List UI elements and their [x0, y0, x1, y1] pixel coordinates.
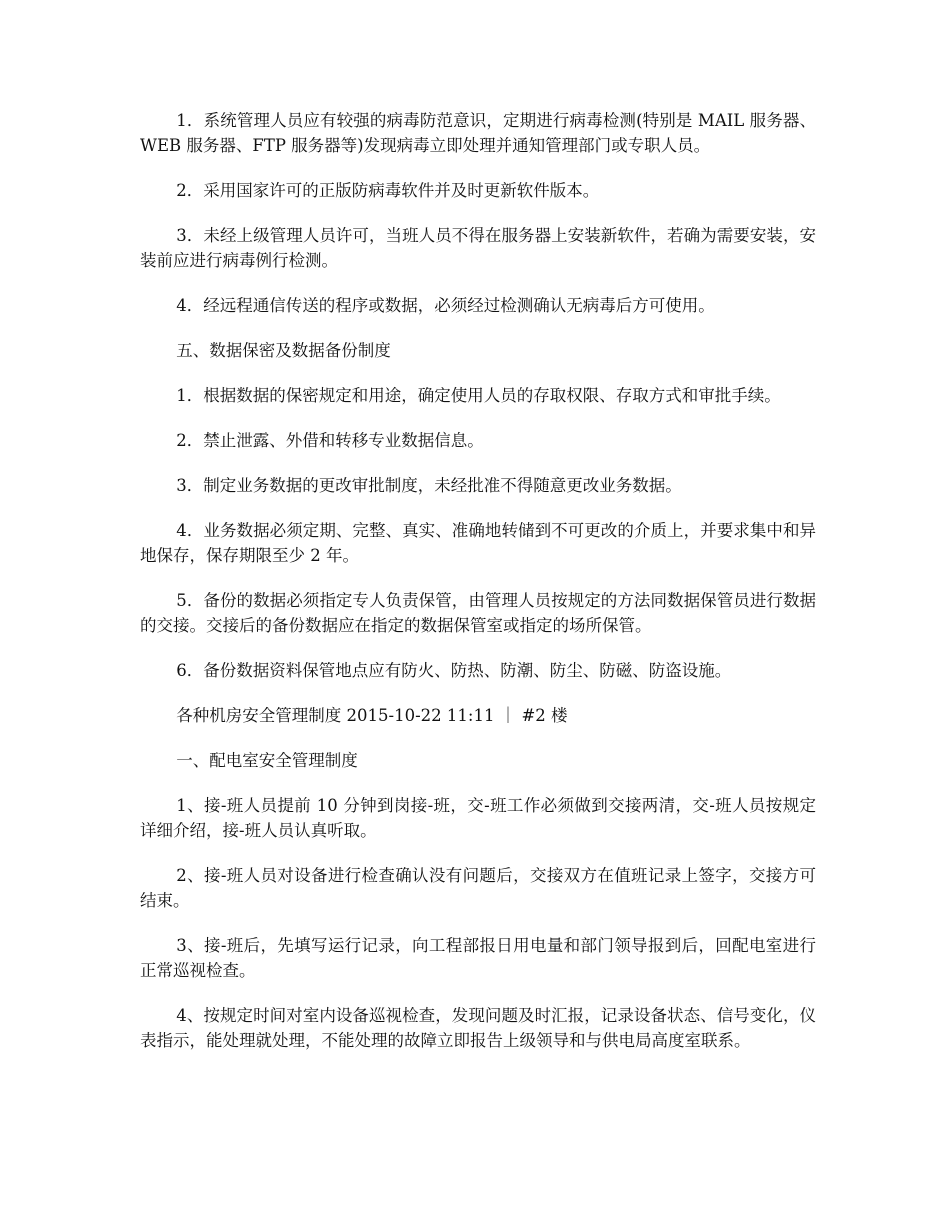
- paragraph-antivirus-2: 2．采用国家许可的正版防病毒软件并及时更新软件版本。: [176, 181, 600, 200]
- paragraph-power-3: 3、接-班后，先填写运行记录，向工程部报日用电量和部门领导报到后，回配电室进行正常巡视检查。: [140, 936, 816, 980]
- paragraph-antivirus-3: 3．未经上级管理人员许可，当班人员不得在服务器上安装新软件，若确为需要安装，安装前应进行病毒例行检测。: [140, 226, 816, 270]
- paragraph-power-4: 4、按规定时间对室内设备巡视检查，发现问题及时汇报，记录设备状态、信号变化，仪表指示，能处理就处理，不能处理的故障立即报告上级领导和与供电局高度室联系。: [140, 1006, 816, 1050]
- paragraph-power-2: 2、接-班人员对设备进行检查确认没有问题后，交接双方在值班记录上签字，交接方可结束。: [140, 866, 816, 910]
- document-page: [140, 108, 816, 1073]
- post-header-line: 各种机房安全管理制度 2015-10-22 11:11 ｜ #2 楼: [176, 706, 568, 725]
- paragraph-antivirus-4: 4．经远程通信传送的程序或数据，必须经过检测确认无病毒后方可使用。: [176, 296, 715, 315]
- paragraph-data-4: 4．业务数据必须定期、完整、真实、准确地转储到不可更改的介质上，并要求集中和异地保存，保存期限至少 2 年。: [140, 521, 816, 565]
- section-heading-power-room: 一、配电室安全管理制度: [176, 751, 358, 770]
- paragraph-data-6: 6．备份数据资料保管地点应有防火、防热、防潮、防尘、防磁、防盗设施。: [176, 661, 732, 680]
- section-heading-data-security: 五、数据保密及数据备份制度: [176, 341, 391, 360]
- paragraph-power-1: 1、接-班人员提前 10 分钟到岗接-班，交-班工作必须做到交接两清，交-班人员按规定详细介绍，接-班人员认真听取。: [140, 796, 816, 840]
- paragraph-data-5: 5．备份的数据必须指定专人负责保管，由管理人员按规定的方法同数据保管员进行数据的交接。交接后的备份数据应在指定的数据保管室或指定的场所保管。: [140, 591, 816, 635]
- paragraph-data-2: 2．禁止泄露、外借和转移专业数据信息。: [176, 431, 484, 450]
- paragraph-data-1: 1．根据数据的保密规定和用途，确定使用人员的存取权限、存取方式和审批手续。: [176, 386, 781, 405]
- paragraph-antivirus-1: 1．系统管理人员应有较强的病毒防范意识，定期进行病毒检测(特别是 MAIL 服务器、WEB 服务器、FTP 服务器等)发现病毒立即处理并通知管理部门或专职人员。: [140, 111, 816, 155]
- paragraph-data-3: 3．制定业务数据的更改审批制度，未经批准不得随意更改业务数据。: [176, 476, 682, 495]
